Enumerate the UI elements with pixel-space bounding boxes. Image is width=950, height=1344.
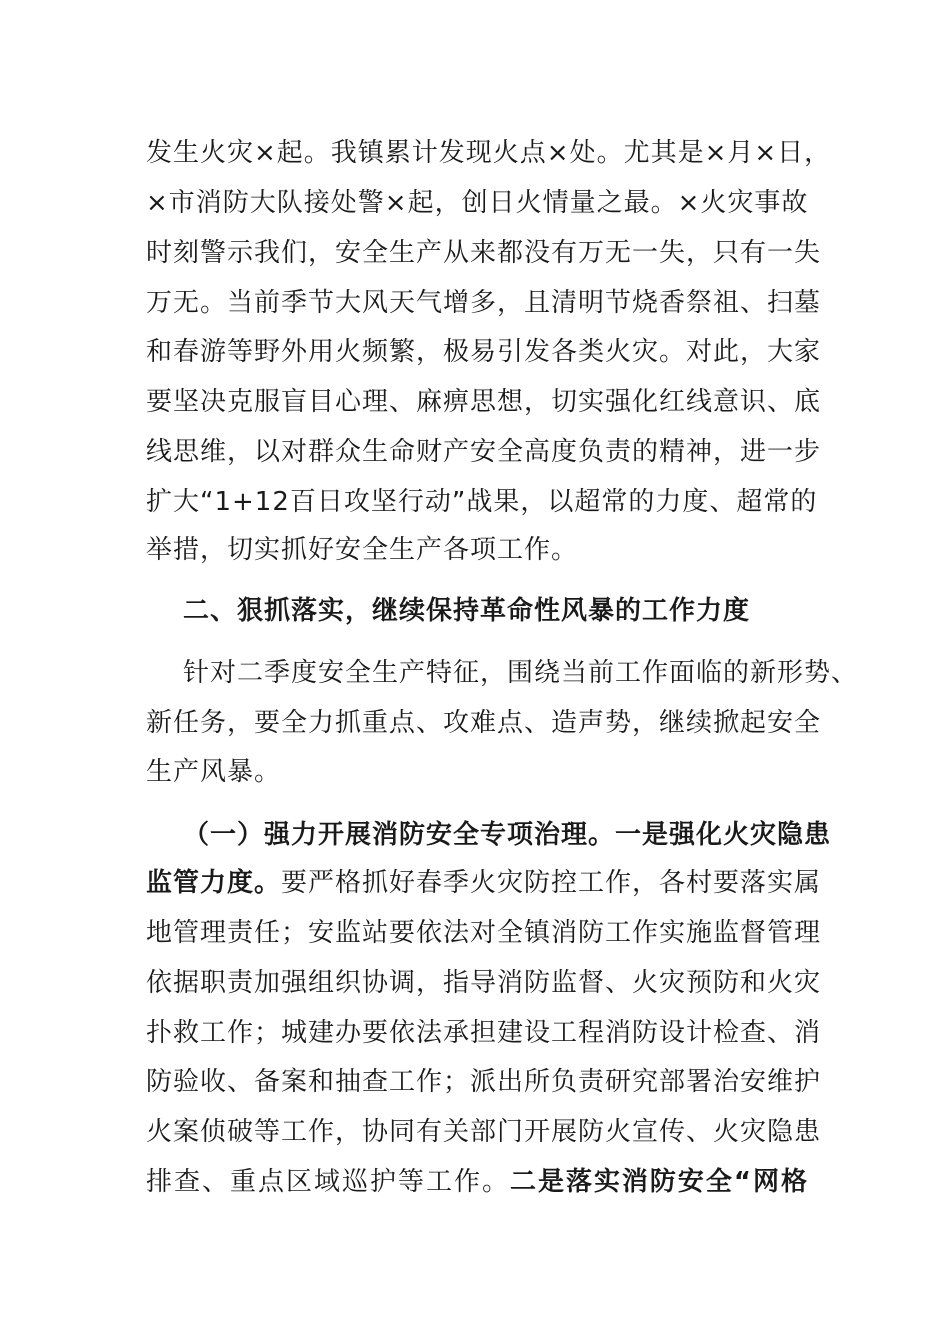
paragraph-line: 线思维，以对群众生命财产安全高度负责的精神，进一步 [146, 437, 822, 467]
paragraph-line: 地管理责任；安监站要依法对全镇消防工作实施监督管理 [146, 918, 822, 948]
paragraph-line: 扑救工作；城建办要依法承担建设工程消防设计检查、消 [146, 1018, 822, 1048]
subsection-heading: （一）强力开展消防安全专项治理。一是强化火灾隐患 [183, 820, 832, 850]
paragraph-line: 扩大“1+12百日攻坚行动”战果，以超常的力度、超常的 [146, 487, 818, 517]
paragraph-line: 时刻警示我们，安全生产从来都没有万无一失，只有一失 [146, 238, 822, 268]
paragraph-line: 针对二季度安全生产特征，围绕当前工作面临的新形势、 [183, 658, 859, 688]
paragraph-line: 万无。当前季节大风天气增多，且清明节烧香祭祖、扫墓 [146, 288, 822, 318]
paragraph-line [146, 863, 822, 903]
paragraph-text: 排查、重点区域巡护等工作。 [146, 1167, 510, 1197]
paragraph-line: 要坚决克服盲目心理、麻痹思想，切实强化红线意识、底 [146, 387, 822, 417]
paragraph-line [146, 1162, 808, 1202]
paragraph-line: 火案侦破等工作，协同有关部门开展防火宣传、火灾隐患 [146, 1117, 822, 1147]
paragraph-line: 依据职责加强组织协调，指导消防监督、火灾预防和火灾 [146, 968, 822, 998]
paragraph-line: ×市消防大队接处警×起，创日火情量之最。×火灾事故 [146, 188, 809, 218]
paragraph-line: 和春游等野外用火频繁，极易引发各类火灾。对此，大家 [146, 337, 822, 367]
paragraph-line: 防验收、备案和抽查工作；派出所负责研究部署治安维护 [146, 1067, 822, 1097]
paragraph-line: 生产风暴。 [146, 757, 282, 787]
section-heading: 二、狠抓落实，继续保持革命性风暴的工作力度 [183, 596, 751, 626]
paragraph-line: 举措，切实抓好安全生产各项工作。 [146, 535, 579, 565]
bold-lead-in: 二是落实消防安全“网格 [509, 1167, 808, 1197]
paragraph-line: 发生火灾×起。我镇累计发现火点×处。尤其是×月×日， [146, 138, 832, 168]
bold-lead-in: 监管力度。 [146, 868, 282, 898]
paragraph-line: 新任务，要全力抓重点、攻难点、造声势，继续掀起安全 [146, 708, 822, 738]
paragraph-text: 要严格抓好春季火灾防控工作，各村要落实属 [281, 868, 822, 898]
